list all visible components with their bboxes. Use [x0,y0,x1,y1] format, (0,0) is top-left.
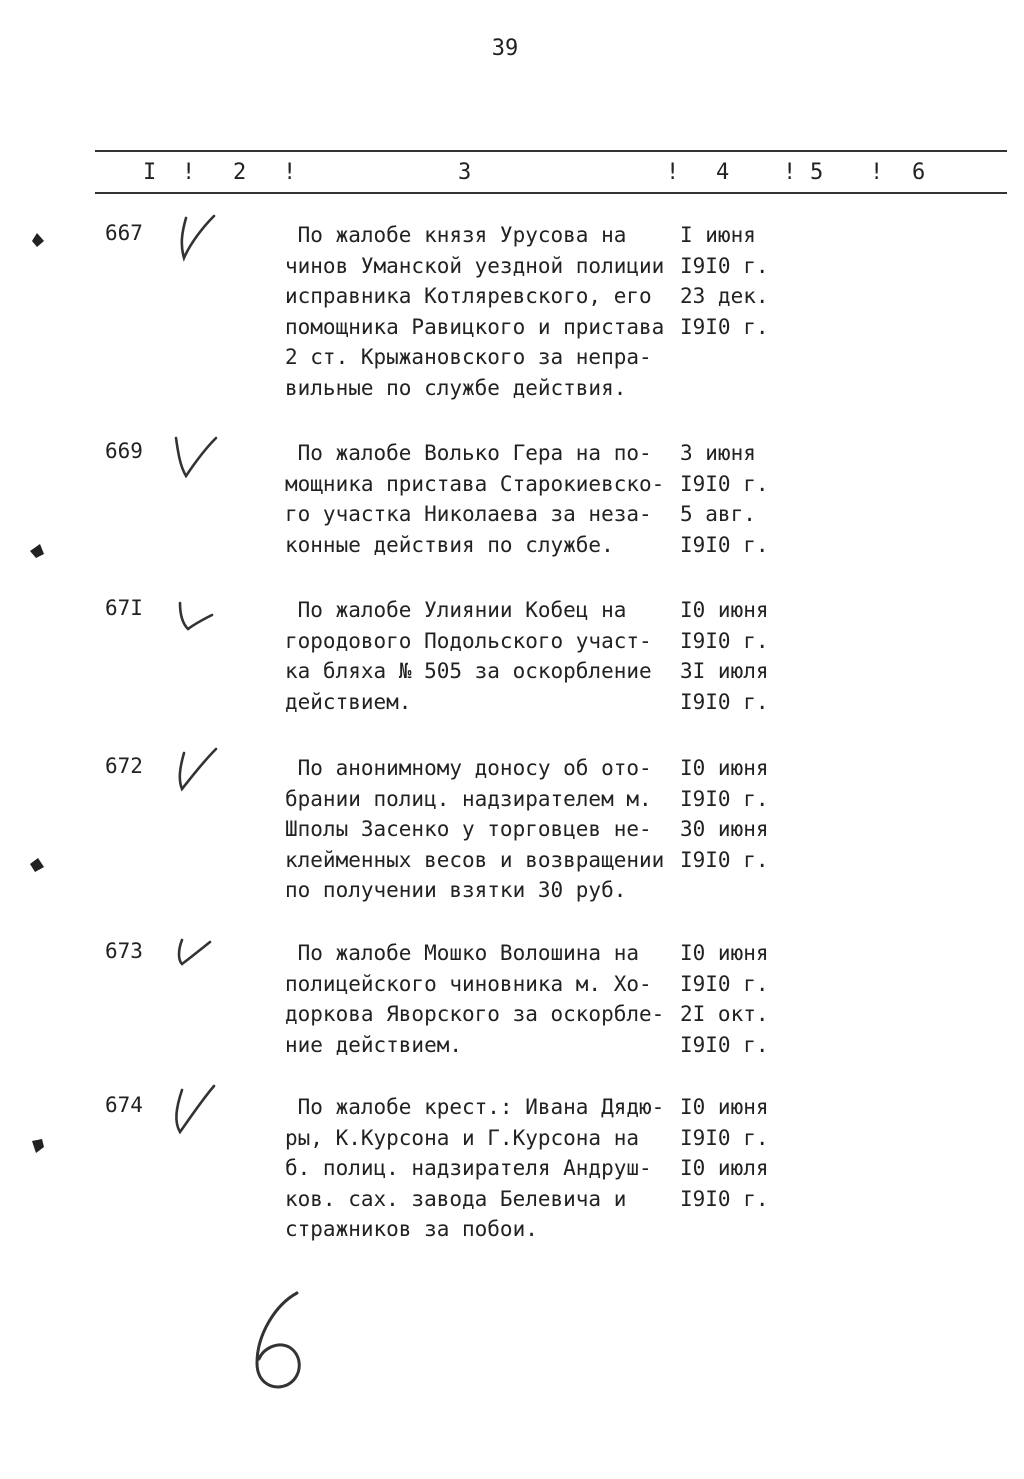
header-top-rule [95,150,1007,152]
description-line: брании полиц. надзирателем м. [285,786,652,811]
entry-description [285,595,652,717]
description-line: По жалобе князя Урусова на [285,223,627,247]
description-line: чинов Уманской уездной полиции [285,253,665,278]
column-separator: ! [182,160,196,185]
entry-number: 67I [105,596,143,620]
description-line: полицейского чиновника м. Хо- [285,971,652,996]
description-line: по получении взятки 30 руб. [285,878,627,902]
entry-description [285,438,664,560]
entry-number: 669 [105,439,143,463]
entry-description [285,220,664,403]
column-header: 5 [810,160,824,185]
description-line: По жалобе Мошко Волошина на [285,941,640,965]
date-line: I0 июня [680,1095,769,1119]
description-line: стражников за побои. [285,1217,538,1241]
description-line: доркова Яворского за оскорбле- [285,1002,665,1026]
entry-description [285,938,664,1060]
entry-dates [680,753,769,875]
description-line: Шполы Засенко у торговцев не- [285,817,652,841]
description-line: По жалобе Улиянии Кобец на [285,598,627,622]
date-line: I9I0 г. [680,471,769,496]
date-line: 23 дек. [680,284,769,308]
entry-dates [680,220,769,342]
date-line: 30 июня [680,817,769,841]
entry-number: 674 [105,1093,143,1117]
binding-hole-mark [30,543,44,557]
date-line: 5 авг. [680,502,756,526]
binding-hole-mark [30,1138,44,1152]
date-line: I9I0 г. [680,532,769,557]
description-line: б. полиц. надзирателя Андруш- [285,1156,652,1180]
description-line: конные действия по службе. [285,532,614,557]
date-line: I0 июня [680,756,769,780]
description-line: действием. [285,689,412,714]
date-line: I0 июля [680,1156,769,1180]
description-line: мощника пристава Старокиевско- [285,471,665,496]
entry-number: 667 [105,221,143,245]
column-header: 4 [716,160,730,185]
binding-hole-mark [30,232,44,246]
entry-dates [680,595,769,717]
description-line: По жалобе крест.: Ивана Дядю- [285,1095,665,1119]
description-line: вильные по службе действия. [285,375,627,400]
date-line: I9I0 г. [680,628,769,653]
date-line: I9I0 г. [680,1186,769,1211]
entry-number: 672 [105,754,143,778]
description-line: помощника Равицкого и пристава [285,314,665,339]
date-line: I9I0 г. [680,786,769,811]
column-separator: ! [666,160,680,185]
handwritten-check-mark [168,589,218,635]
description-line: ры, К.Курсона и Г.Курсона на [285,1125,640,1150]
date-line: 2I окт. [680,1002,769,1026]
entry-dates [680,438,769,560]
description-line: исправника Котляревского, его [285,284,652,308]
handwritten-check-mark [168,214,218,260]
date-line: I0 июня [680,941,769,965]
handwritten-check-mark [168,1086,218,1132]
date-line: I9I0 г. [680,689,769,714]
description-line: По жалобе Волько Гера на по- [285,441,652,465]
date-line: 3 июня [680,441,756,465]
entry-description [285,753,664,906]
date-line: I9I0 г. [680,1125,769,1150]
entry-description [285,1092,664,1245]
column-header: 6 [912,160,926,185]
date-line: I9I0 г. [680,971,769,996]
description-line: ка бляха № 505 за оскорбление [285,659,652,683]
column-separator: ! [783,160,797,185]
column-header: 2 [233,160,247,185]
description-line: го участка Николаева за неза- [285,502,652,526]
description-line: ние действием. [285,1032,463,1057]
column-separator: ! [870,160,884,185]
handwritten-check-mark [168,932,218,978]
column-header: I [143,160,157,185]
binding-hole-mark [30,857,44,871]
date-line: I9I0 г. [680,1032,769,1057]
date-line: I9I0 г. [680,314,769,339]
date-line: I9I0 г. [680,253,769,278]
date-line: I0 июня [680,598,769,622]
column-header: 3 [458,160,472,185]
header-bottom-rule [95,192,1007,194]
description-line: городового Подольского участ- [285,628,652,653]
date-line: I июня [680,223,756,247]
date-line: 3I июля [680,659,769,683]
description-line: 2 ст. Крыжановского за непра- [285,345,652,369]
handwritten-check-mark [168,747,218,793]
description-line: По анонимному доносу об ото- [285,756,652,780]
entry-number: 673 [105,939,143,963]
entry-dates [680,1092,769,1214]
entry-dates [680,938,769,1060]
description-line: ков. сах. завода Белевича и [285,1186,627,1211]
handwritten-six-mark [245,1285,315,1395]
handwritten-check-mark [168,432,218,478]
page-number: 39 [491,36,519,61]
date-line: I9I0 г. [680,847,769,872]
column-separator: ! [283,160,297,185]
description-line: клейменных весов и возвращении [285,847,665,872]
